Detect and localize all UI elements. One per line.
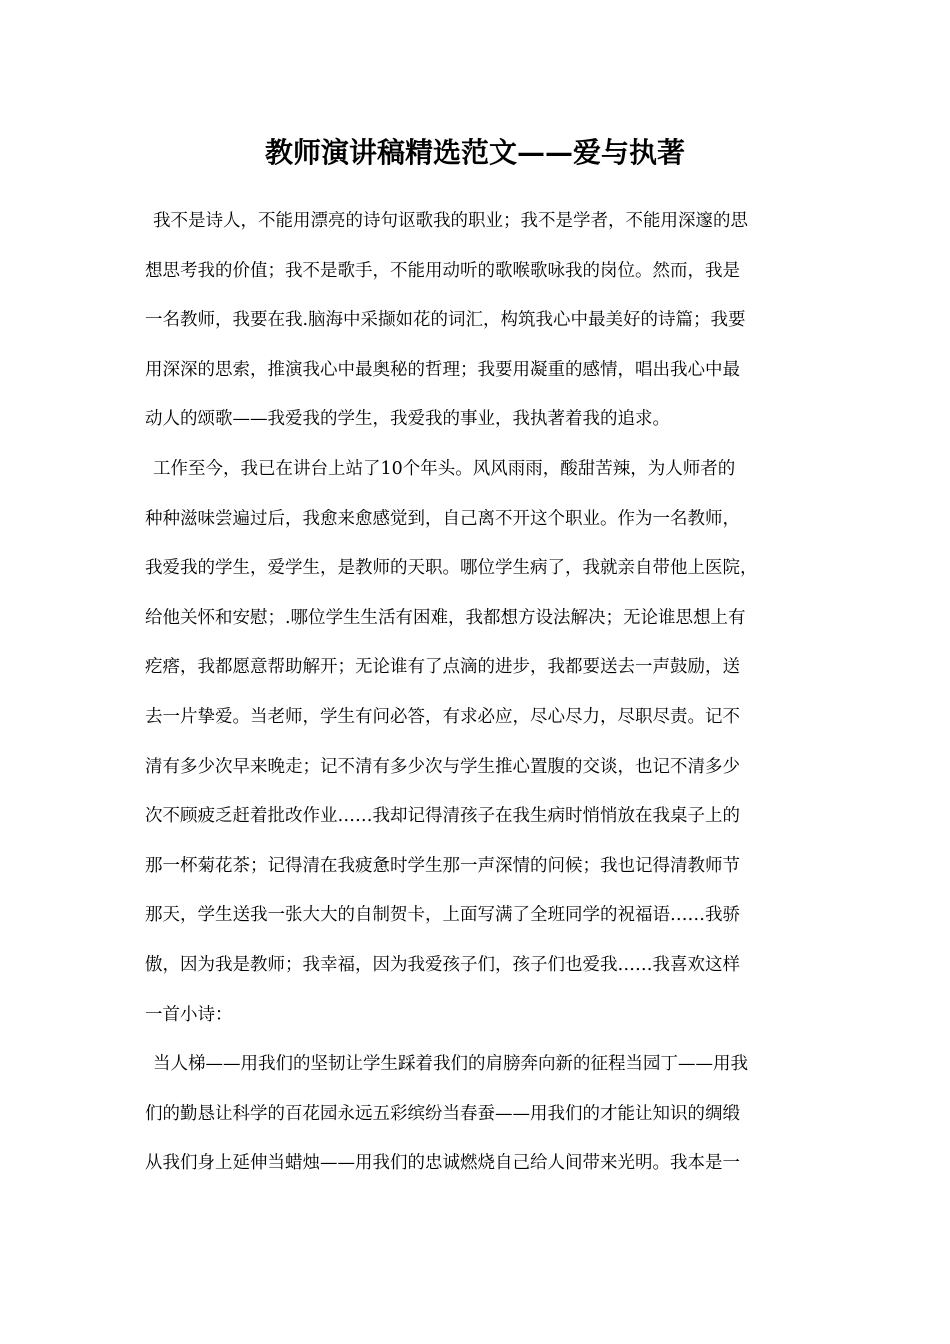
paragraph-1-line-5: 动人的颂歌——我爱我的学生，我爱我的事业，我执著着我的追求。 [145,409,670,430]
paragraph-2-line-9: 那一杯菊花茶；记得清在我疲惫时学生那一声深情的问候；我也记得清教师节 [145,855,740,876]
document-title: 教师演讲稿精选范文——爱与执著 [264,136,685,169]
paragraph-1-line-1: 我不是诗人，不能用漂亮的诗句讴歌我的职业；我不是学者，不能用深邃的思 [153,211,748,231]
paragraph-3-line-3: 从我们身上延伸当蜡烛——用我们的忠诚燃烧自己给人间带来光明。我本是一 [145,1153,740,1174]
paragraph-2-line-11: 傲，因为我是教师；我幸福，因为我爱孩子们，孩子们也爱我……我喜欢这样 [145,954,740,975]
paragraph-2-line-7: 清有多少次早来晚走；记不清有多少次与学生推心置腹的交谈，也记不清多少 [145,756,740,777]
paragraph-1-line-4: 用深深的思索，推演我心中最奥秘的哲理；我要用凝重的感情，唱出我心中最 [145,359,740,380]
paragraph-2-line-8: 次不顾疲乏赶着批改作业……我却记得清孩子在我生病时悄悄放在我桌子上的 [145,806,740,827]
paragraph-2-line-3: 我爱我的学生，爱学生，是教师的天职。哪位学生病了，我就亲自带他上医院， [145,558,758,579]
paragraph-2-line-5: 疙瘩，我都愿意帮助解开；无论谁有了点滴的进步，我都要送去一声鼓励，送 [145,657,740,678]
paragraph-2-line-6: 去一片挚爱。当老师，学生有问必答，有求必应，尽心尽力，尽职尽责。记不 [145,706,740,727]
paragraph-2-line-1: 工作至今，我已在讲台上站了10个年头。风风雨雨，酸甜苦辣，为人师者的 [153,458,736,479]
paragraph-3-line-2: 们的勤恳让科学的百花园永远五彩缤纷当春蚕——用我们的才能让知识的绸缎 [145,1103,740,1124]
paragraph-2-line-10: 那天，学生送我一张大大的自制贺卡，上面写满了全班同学的祝福语……我骄 [145,905,740,926]
document-body [145,202,825,1194]
paragraph-1-line-3: 一名教师，我要在我.脑海中采撷如花的词汇，构筑我心中最美好的诗篇；我要 [145,310,746,331]
paragraph-2-line-12: 一首小诗： [145,1004,233,1025]
paragraph-3-line-1: 当人梯——用我们的坚韧让学生踩着我们的肩膀奔向新的征程当园丁——用我 [153,1054,748,1075]
paragraph-2-line-2: 种种滋味尝遍过后，我愈来愈感觉到，自己离不开这个职业。作为一名教师， [145,508,740,529]
paragraph-1-line-2: 想思考我的价值；我不是歌手，不能用动听的歌喉歌咏我的岗位。然而，我是 [145,260,740,281]
paragraph-2-line-4: 给他关怀和安慰；.哪位学生生活有困难，我都想方设法解决；无论谁思想上有 [145,607,746,628]
